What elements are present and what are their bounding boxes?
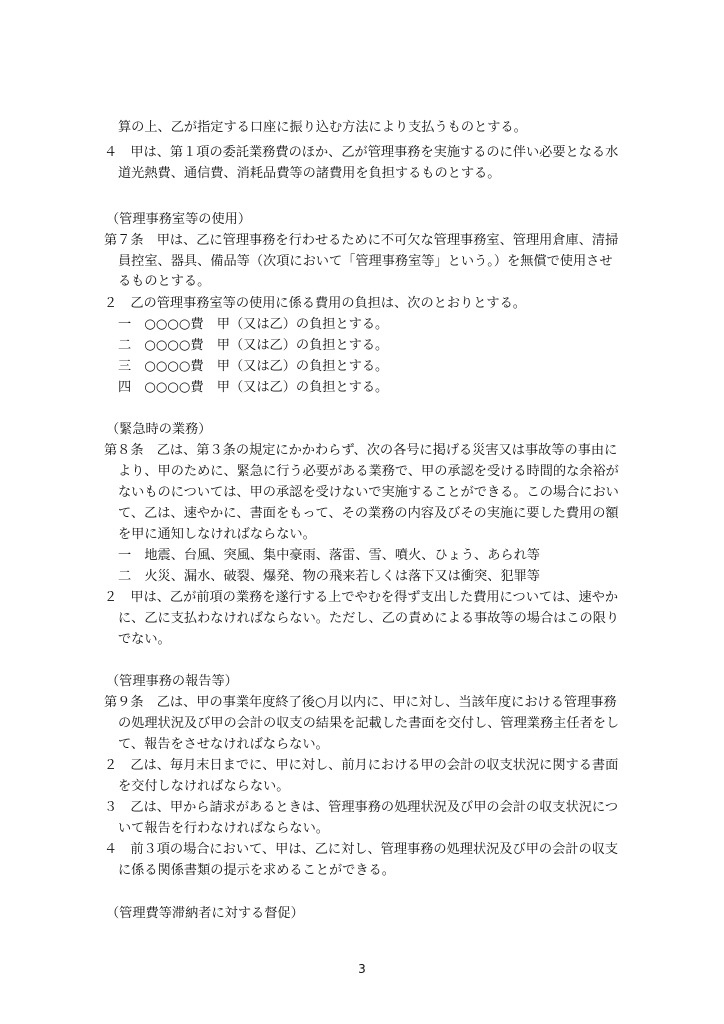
clause-3-line: ３ 乙は、甲から請求があるときは、管理事務の処理状況及び甲の会計の収支状況につ xyxy=(104,800,619,815)
body-line: に、乙に支払わなければならない。ただし、乙の責めによる事故等の場合はこの限り xyxy=(118,611,620,626)
body-line: ないものについては、甲の承認を受けないで実施することができる。この場合におい xyxy=(118,485,619,500)
body-line: を交付しなければならない。 xyxy=(118,779,290,794)
body-line: て、乙は、速やかに、書面をもって、その業務の内容及びその実施に要した費用の額 xyxy=(118,506,619,521)
list-item: 一 地震、台風、突風、集中豪雨、落雷、雪、噴火、ひょう、あられ等 xyxy=(118,548,540,563)
body-line: て、報告をさせなければならない。 xyxy=(118,737,329,752)
clause-2-line: ２ 甲は、乙が前項の業務を遂行する上でやむを得ず支出した費用については、速やか xyxy=(104,590,619,605)
clause-4-line: ４ 甲は、第１項の委託業務費のほか、乙が管理事務を実施するのに伴い必要となる水 xyxy=(104,145,619,160)
section-heading: （管理費等滞納者に対する督促） xyxy=(106,906,304,921)
body-line: の処理状況及び甲の会計の収支の結果を記載した書面を交付し、管理業務主任者をし xyxy=(118,716,620,731)
body-line: より、甲のために、緊急に行う必要がある業務で、甲の承認を受ける時間的な余裕が xyxy=(118,464,619,479)
body-line: 員控室、器具、備品等（次項において「管理事務室等」という。）を無償で使用させ xyxy=(118,254,613,269)
article-7-line: 第７条 甲は、乙に管理事務を行わせるために不可欠な管理事務室、管理用倉庫、清掃 xyxy=(104,233,619,248)
page-number: 3 xyxy=(358,962,366,976)
body-line: 道光熱費、通信費、消耗品費等の諸費用を負担するものとする。 xyxy=(118,166,501,181)
list-item: 四 ○○○○費 甲（又は乙）の負担とする。 xyxy=(118,380,389,395)
article-9-line: 第９条 乙は、甲の事業年度終了後○月以内に、甲に対し、当該年度における管理事務 xyxy=(104,695,617,710)
body-line: 算の上、乙が指定する口座に振り込む方法により支払うものとする。 xyxy=(118,120,527,135)
clause-4-line: ４ 前３項の場合において、甲は、乙に対し、管理事務の処理状況及び甲の会計の収支 xyxy=(104,842,619,857)
body-line: でない。 xyxy=(118,632,171,647)
list-item: 二 火災、漏水、破裂、爆発、物の飛来若しくは落下又は衝突、犯罪等 xyxy=(118,569,540,584)
clause-2-line: ２ 乙は、毎月末日までに、甲に対し、前月における甲の会計の収支状況に関する書面 xyxy=(104,758,619,773)
body-line: に係る関係書類の提示を求めることができる。 xyxy=(118,863,395,878)
list-item: 一 ○○○○費 甲（又は乙）の負担とする。 xyxy=(118,317,389,332)
list-item: 三 ○○○○費 甲（又は乙）の負担とする。 xyxy=(118,359,389,374)
section-heading: （管理事務の報告等） xyxy=(106,674,238,689)
body-line: いて報告を行わなければならない。 xyxy=(118,821,329,836)
clause-2-line: ２ 乙の管理事務室等の使用に係る費用の負担は、次のとおりとする。 xyxy=(104,296,526,311)
list-item: 二 ○○○○費 甲（又は乙）の負担とする。 xyxy=(118,338,389,353)
article-8-line: 第８条 乙は、第３条の規定にかかわらず、次の各号に掲げる災害又は事故等の事由に xyxy=(104,443,618,458)
section-heading: （管理事務室等の使用） xyxy=(106,212,252,227)
section-heading: （緊急時の業務） xyxy=(106,422,212,437)
body-line: るものとする。 xyxy=(118,274,211,289)
body-line: を甲に通知しなければならない。 xyxy=(118,527,316,542)
